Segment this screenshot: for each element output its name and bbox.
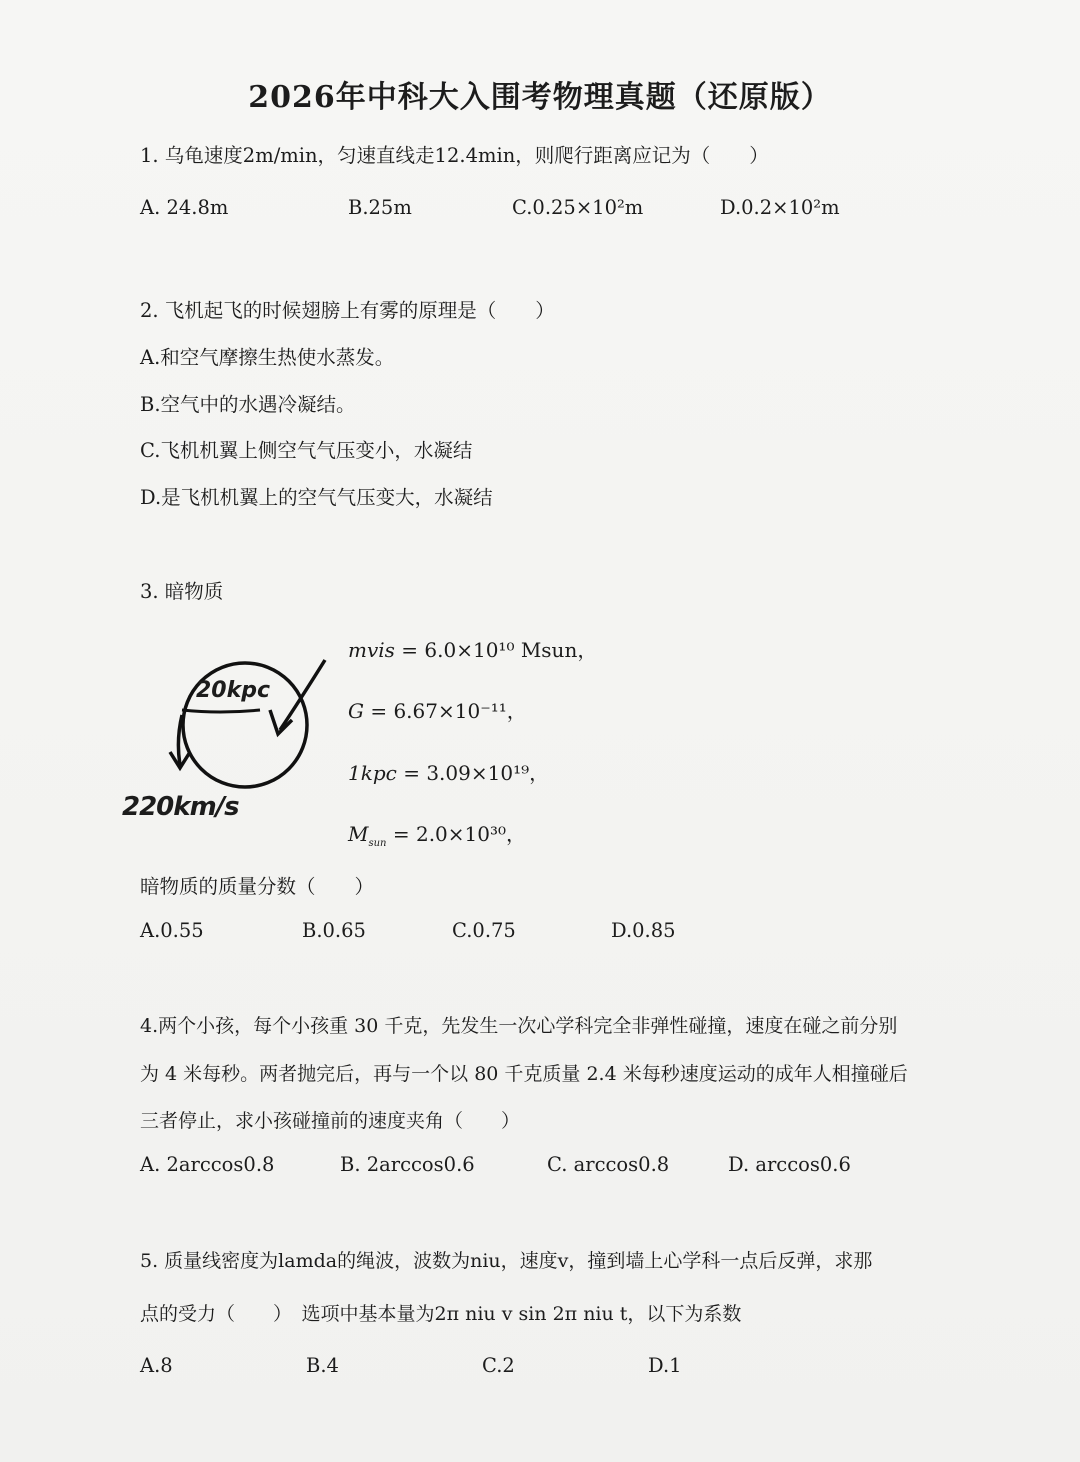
q2-option-d: D.是飞机机翼上的空气气压变大，水凝结 xyxy=(140,486,493,509)
q3-option-d: D.0.85 xyxy=(611,919,676,942)
q3-option-b: B.0.65 xyxy=(302,919,366,942)
page-title: 2026年中科大入围考物理真题（还原版） xyxy=(248,80,832,115)
hand-radius-label: 20kpc xyxy=(196,678,271,703)
formula-msun-rhs: = 2.0×10³⁰， xyxy=(392,822,527,846)
q3-option-c: C.0.75 xyxy=(452,919,516,942)
radius-line xyxy=(182,710,260,712)
formula-msun-lhs: M xyxy=(348,822,369,846)
q1-option-c: C.0.25×10²m xyxy=(512,196,644,219)
formula-msun xyxy=(348,818,526,849)
q4-line-1: 4.两个小孩，每个小孩重 30 千克，先发生一次心学科完全非弹性碰撞，速度在碰之前分别 xyxy=(140,1015,898,1037)
formula-mvis-rhs: = 6.0×10¹⁰ Msun， xyxy=(401,638,598,662)
q5-line-1: 5. 质量线密度为lamda的绳波，波数为niu，速度v，撞到墙上心学科一点后反弹，求那 xyxy=(140,1250,873,1272)
q3-question: 暗物质的质量分数（ ） xyxy=(140,875,375,898)
formula-g xyxy=(348,695,527,724)
formula-mvis xyxy=(348,634,597,663)
q1-option-d: D.0.2×10²m xyxy=(720,196,840,219)
q1-stem: 1. 乌龟速度2m/min，匀速直线走12.4min，则爬行距离应记为（ ） xyxy=(140,144,769,167)
rotation-arrow-right-head xyxy=(270,710,292,734)
velocity-arrow-left xyxy=(178,715,182,765)
q4-line-2: 为 4 米每秒。两者抛完后，再与一个以 80 千克质量 2.4 米每秒速度运动的成年人相撞碰后 xyxy=(140,1063,908,1085)
formula-g-rhs: = 6.67×10⁻¹¹， xyxy=(370,699,527,723)
q4-line-3: 三者停止，求小孩碰撞前的速度夹角（ ） xyxy=(140,1110,521,1132)
formula-msun-sub: sun xyxy=(368,838,387,849)
formula-g-lhs: G xyxy=(348,699,364,723)
q5-option-a: A.8 xyxy=(140,1354,173,1377)
formula-kpc-lhs: 1kpc xyxy=(348,761,397,785)
q1-option-b: B.25m xyxy=(348,196,412,219)
hand-speed-label: 220km/s xyxy=(122,792,239,822)
formula-mvis-lhs: mvis xyxy=(348,638,395,662)
formula-kpc xyxy=(348,757,549,786)
q5-line-2: 点的受力（ ） 选项中基本量为2π niu v sin 2π niu t，以下为系数 xyxy=(140,1303,742,1325)
q5-option-c: C.2 xyxy=(482,1354,515,1377)
q2-option-a: A.和空气摩擦生热使水蒸发。 xyxy=(140,346,395,369)
q4-option-d: D. arccos0.6 xyxy=(728,1153,851,1176)
rotation-arrow-right xyxy=(280,660,325,730)
q3-option-a: A.0.55 xyxy=(140,919,204,942)
formula-kpc-rhs: = 3.09×10¹⁹， xyxy=(403,761,550,785)
q4-option-c: C. arccos0.8 xyxy=(547,1153,670,1176)
q3-stem: 3. 暗物质 xyxy=(140,580,224,603)
q4-option-a: A. 2arccos0.8 xyxy=(140,1153,275,1176)
q5-option-b: B.4 xyxy=(306,1354,339,1377)
q4-option-b: B. 2arccos0.6 xyxy=(340,1153,475,1176)
q5-option-d: D.1 xyxy=(648,1354,682,1377)
q2-option-c: C.飞机机翼上侧空气气压变小，水凝结 xyxy=(140,439,473,462)
q1-option-a: A. 24.8m xyxy=(140,196,229,219)
q2-option-b: B.空气中的水遇冷凝结。 xyxy=(140,393,356,416)
q2-stem: 2. 飞机起飞的时候翅膀上有雾的原理是（ ） xyxy=(140,299,555,322)
